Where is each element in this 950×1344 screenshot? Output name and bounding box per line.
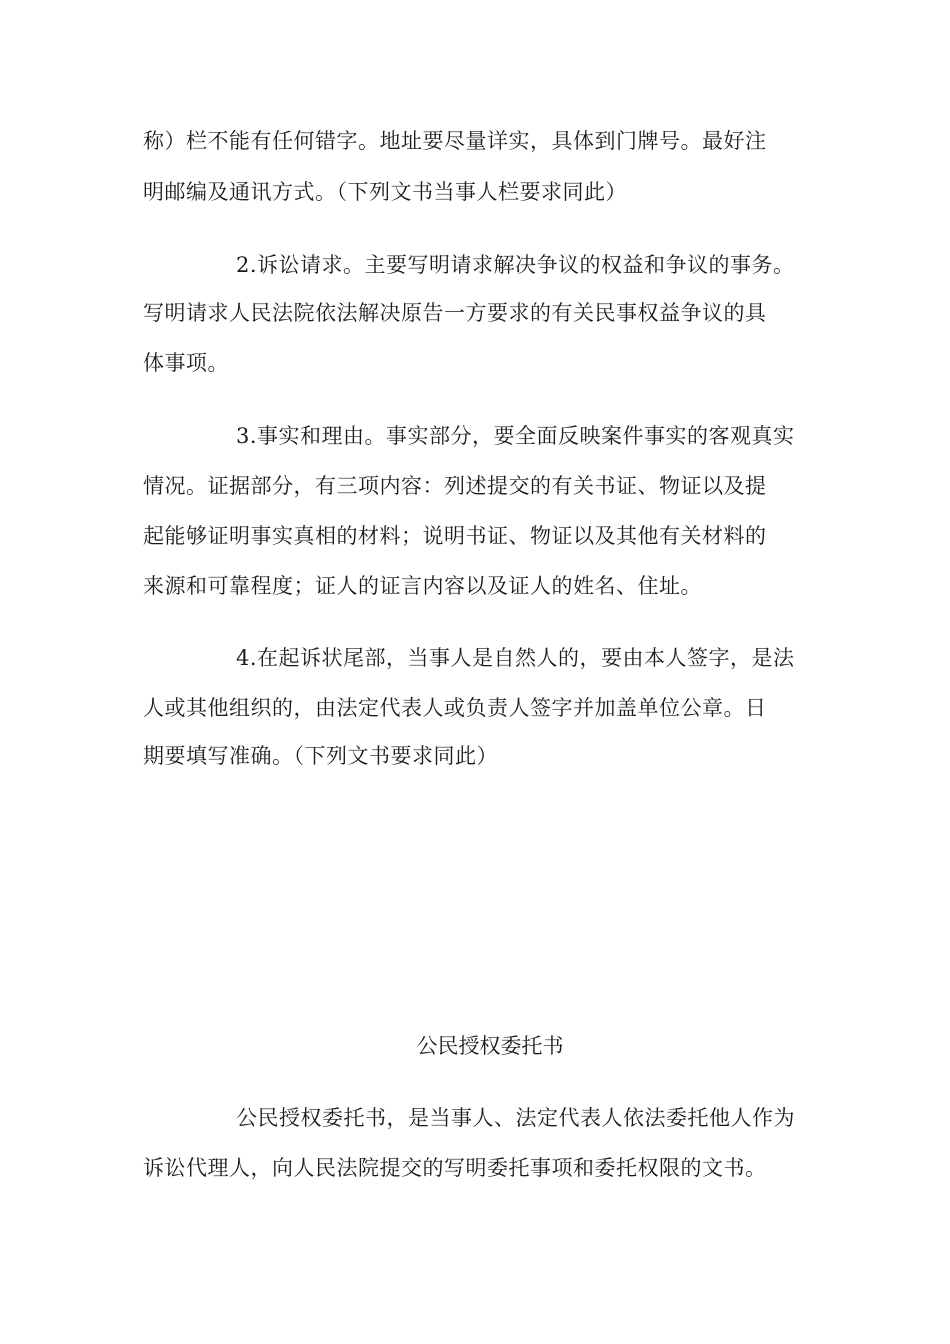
paragraph-2-line-3: 体事项。 <box>143 351 229 375</box>
paragraph-4-line-2: 人或其他组织的，由法定代表人或负责人签字并加盖单位公章。日 <box>143 696 767 720</box>
paragraph-3-line-4: 来源和可靠程度；证人的证言内容以及证人的姓名、住址。 <box>143 574 702 598</box>
paragraph-1-line-1: 称）栏不能有任何错字。地址要尽量详实，具体到门牌号。最好注 <box>143 129 767 153</box>
paragraph-3-line-1: 3.事实和理由。事实部分，要全面反映案件事实的客观真实 <box>236 424 795 448</box>
paragraph-3-line-2: 情况。证据部分，有三项内容：列述提交的有关书证、物证以及提 <box>143 474 767 498</box>
paragraph-4-line-1: 4.在起诉状尾部，当事人是自然人的，要由本人签字，是法 <box>236 646 795 670</box>
paragraph-4-line-3: 期要填写准确。（下列文书要求同此） <box>143 744 498 768</box>
paragraph-1-line-2: 明邮编及通讯方式。（下列文书当事人栏要求同此） <box>143 180 627 204</box>
section-paragraph-line-2: 诉讼代理人，向人民法院提交的写明委托事项和委托权限的文书。 <box>143 1156 767 1180</box>
paragraph-3-line-3: 起能够证明事实真相的材料；说明书证、物证以及其他有关材料的 <box>143 524 767 548</box>
section-paragraph-line-1: 公民授权委托书，是当事人、法定代表人依法委托他人作为 <box>236 1106 795 1130</box>
paragraph-2-line-1: 2.诉讼请求。主要写明请求解决争议的权益和争议的事务。 <box>236 253 795 277</box>
section-title: 公民授权委托书 <box>416 1034 564 1058</box>
paragraph-2-line-2: 写明请求人民法院依法解决原告一方要求的有关民事权益争议的具 <box>143 301 767 325</box>
